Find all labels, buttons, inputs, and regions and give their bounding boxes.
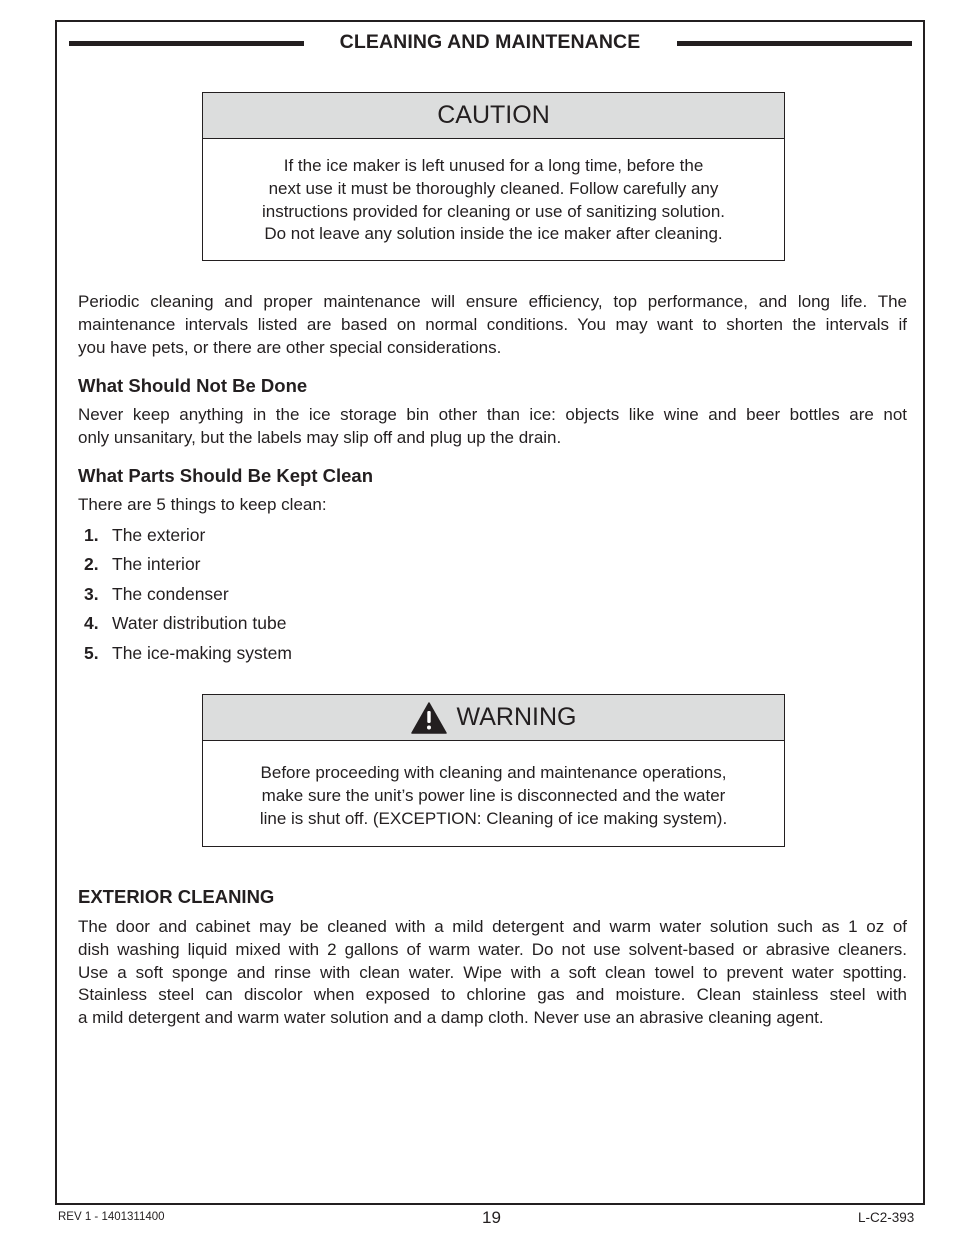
- list-number: 2.: [84, 554, 99, 574]
- warning-line: line is shut off. (EXCEPTION: Cleaning of ice making system).: [259, 808, 728, 828]
- list-text: Water distribution tube: [112, 613, 287, 633]
- exterior-line: Stainless steel can discolor when exposed to chlorine gas and moisture. Clean stainless steel with: [78, 985, 907, 1005]
- list-text: The interior: [112, 554, 201, 574]
- caution-title: CAUTION: [203, 93, 784, 139]
- intro-line: you have pets, or there are other special considerations.: [78, 337, 502, 357]
- not-done-line: Never keep anything in the ice storage bin other than ice: objects like wine and beer bottles are not: [78, 405, 907, 424]
- warning-line: Before proceeding with cleaning and maintenance operations,: [260, 763, 727, 782]
- list-number: 1.: [84, 525, 99, 545]
- exterior-paragraph: [78, 916, 907, 1030]
- exterior-line: a mild detergent and warm water solution and a damp cloth. Never use an abrasive cleaning agent.: [78, 1008, 824, 1028]
- exterior-heading: EXTERIOR CLEANING: [78, 886, 275, 907]
- exterior-line: The door and cabinet may be cleaned with a mild detergent and warm water solution such as 1 oz of: [78, 917, 907, 936]
- list-item: [84, 584, 229, 605]
- parts-lead: There are 5 things to keep clean:: [78, 495, 327, 514]
- caution-line: If the ice maker is left unused for a long time, before the: [283, 156, 704, 175]
- list-number: 3.: [84, 584, 99, 604]
- warning-triangle-icon: [411, 702, 447, 734]
- header-rule-right: [677, 41, 912, 46]
- caution-line: Do not leave any solution inside the ice maker after cleaning.: [264, 224, 723, 244]
- list-text: The ice-making system: [112, 643, 292, 663]
- footer-page-number: 19: [482, 1208, 501, 1227]
- list-item: [84, 554, 201, 575]
- caution-text: [203, 139, 784, 246]
- footer-document-code: L-C2-393: [858, 1210, 915, 1225]
- warning-box: [202, 694, 785, 847]
- caution-box: [202, 92, 785, 261]
- not-done-line: only unsanitary, but the labels may slip off and plug up the drain.: [78, 427, 562, 447]
- exterior-line: dish washing liquid mixed with 2 gallons of warm water. Do not use solvent-based or abrasive cleaners.: [78, 939, 907, 959]
- parts-heading: What Parts Should Be Kept Clean: [78, 465, 374, 486]
- list-item: [84, 525, 205, 546]
- warning-header: [203, 695, 784, 741]
- list-item: [84, 613, 286, 634]
- list-text: The exterior: [112, 525, 206, 545]
- warning-line: make sure the unit’s power line is disconnected and the water: [261, 785, 726, 805]
- footer-revision: REV 1 - 1401311400: [58, 1211, 165, 1223]
- intro-line: maintenance intervals listed are based on normal conditions. You may want to shorten the intervals if: [78, 314, 907, 334]
- section-title: CLEANING AND MAINTENANCE: [339, 31, 641, 53]
- header-rule-left: [69, 41, 304, 46]
- list-number: 5.: [84, 643, 99, 663]
- list-number: 4.: [84, 613, 99, 633]
- caution-line: instructions provided for cleaning or use of sanitizing solution.: [261, 201, 726, 221]
- warning-text: [203, 741, 784, 830]
- intro-paragraph: [78, 291, 907, 359]
- not-done-heading: What Should Not Be Done: [78, 375, 308, 396]
- warning-title: WARNING: [456, 703, 577, 731]
- list-text: The condenser: [112, 584, 229, 604]
- intro-line: Periodic cleaning and proper maintenance will ensure efficiency, top performance, and long life. The: [78, 292, 907, 311]
- list-item: [84, 643, 292, 664]
- caution-line: next use it must be thoroughly cleaned. Follow carefully any: [268, 178, 719, 198]
- exterior-line: Use a soft sponge and rinse with clean water. Wipe with a soft clean towel to prevent water spotting.: [78, 962, 907, 982]
- not-done-paragraph: [78, 404, 907, 450]
